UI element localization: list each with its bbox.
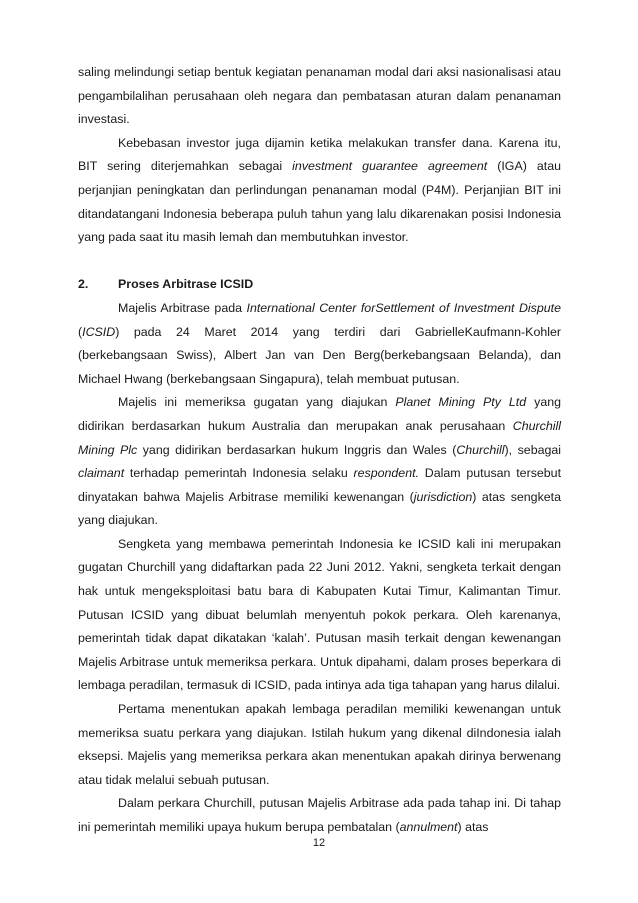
text-run: Majelis Arbitrase pada xyxy=(118,300,247,315)
italic-term: Churchill xyxy=(456,442,505,457)
text-run: Kebebasan investor juga dijamin ketika melakukan transfer dana. Karena itu, BIT sering diterjemahkan sebagai xyxy=(78,135,561,174)
page-number: 12 xyxy=(312,837,326,849)
text-run: yang didirikan berdasarkan hukum Inggris dan Wales ( xyxy=(137,442,457,457)
italic-term: International Center forSettlement of Investment Dispute xyxy=(246,300,561,315)
paragraph-tribunal xyxy=(78,297,561,391)
italic-term: jurisdiction xyxy=(413,489,473,504)
text-run: ) atas sengketa yang diajukan. xyxy=(78,489,561,528)
text-run: Dalam perkara Churchill, putusan Majelis Arbitrase ada pada tahap ini. Di tahap ini pemerintah memiliki upaya hukum berupa pembatalan ( xyxy=(78,796,561,834)
italic-term: Planet Mining Pty Ltd xyxy=(395,395,527,410)
text-run: ( xyxy=(78,324,83,339)
text-run: yang didirikan berdasarkan hukum Australia dan merupakan anak perusahaan xyxy=(78,395,561,433)
italic-term: annulment xyxy=(399,820,458,834)
text-run: ) pada 24 Maret 2014 yang terdiri dari GabrielleKaufmann-Kohler (berkebangsaan Swiss), Albert Jan van Den Berg(berkebangsaan Belanda), dan Michael Hwang (berkebangsaan Singapura), telah membuat putusan. xyxy=(78,324,561,386)
italic-term: respondent. xyxy=(353,466,419,481)
section-title: Proses Arbitrase ICSID xyxy=(118,277,254,292)
paragraph-churchill-case xyxy=(78,792,561,839)
paragraph-investor-freedom xyxy=(78,132,561,250)
italic-term: investment guarantee agreement xyxy=(292,159,488,174)
paragraph-claim xyxy=(78,391,561,533)
text-run: terhadap pemerintah Indonesia selaku xyxy=(124,466,354,481)
paragraph-first-stage: Pertama menentukan apakah lembaga peradilan memiliki kewenangan untuk memeriksa suatu perkara yang diajukan. Istilah hukum yang dikenal diIndonesia ialah eksepsi. Majelis yang memeriksa perkara akan menentukan apakah dirinya berwenang atau tidak melalui sebuah putusan. xyxy=(78,702,561,787)
text-run: ), sebagai xyxy=(504,442,562,457)
paragraph-nationalization: saling melindungi setiap bentuk kegiatan penanaman modal dari aksi nasionalisasi atau pengambilalihan perusahaan oleh negara dan pembatasan aturan dalam penanaman investasi. xyxy=(78,65,561,127)
italic-term: claimant xyxy=(78,466,125,481)
body-text xyxy=(78,61,561,840)
section-heading xyxy=(78,273,561,297)
text-run: Majelis ini memeriksa gugatan yang diajukan xyxy=(118,395,396,410)
italic-term: ICSID xyxy=(82,324,116,339)
text-run: Dalam putusan tersebut dinyatakan bahwa Majelis Arbitrase memiliki kewenangan ( xyxy=(78,466,562,504)
text-run: (IGA) atau perjanjian peningkatan dan perlindungan penanaman modal (P4M). Perjanjian BIT ini ditandatangani Indonesia beberapa puluh tahun yang lalu dikarenakan posisi Indonesia yang pada saat itu masih lemah dan membutuhkan investor. xyxy=(78,159,561,245)
paragraph-dispute: Sengketa yang membawa pemerintah Indonesia ke ICSID kali ini merupakan gugatan Churchill yang didaftarkan pada 22 Juni 2012. Yakni, sengketa terkait dengan hak untuk mengeksploitasi batu bara di Kabupaten Kutai Timur, Kalimantan Timur. Putusan ICSID yang dibuat belumlah menyentuh pokok perkara. Oleh karenanya, pemerintah tidak dapat dikatakan ‘kalah’. Putusan masih terkait dengan kewenangan Majelis Arbitrase untuk memeriksa perkara. Untuk dipahami, dalam proses beperkara di lembaga peradilan, termasuk di ICSID, pada intinya ada tiga tahapan yang harus dilalui. xyxy=(78,536,561,693)
italic-term: Churchill Mining Plc xyxy=(78,418,561,457)
section-number: 2. xyxy=(78,277,89,292)
text-run: ) atas xyxy=(457,820,489,834)
